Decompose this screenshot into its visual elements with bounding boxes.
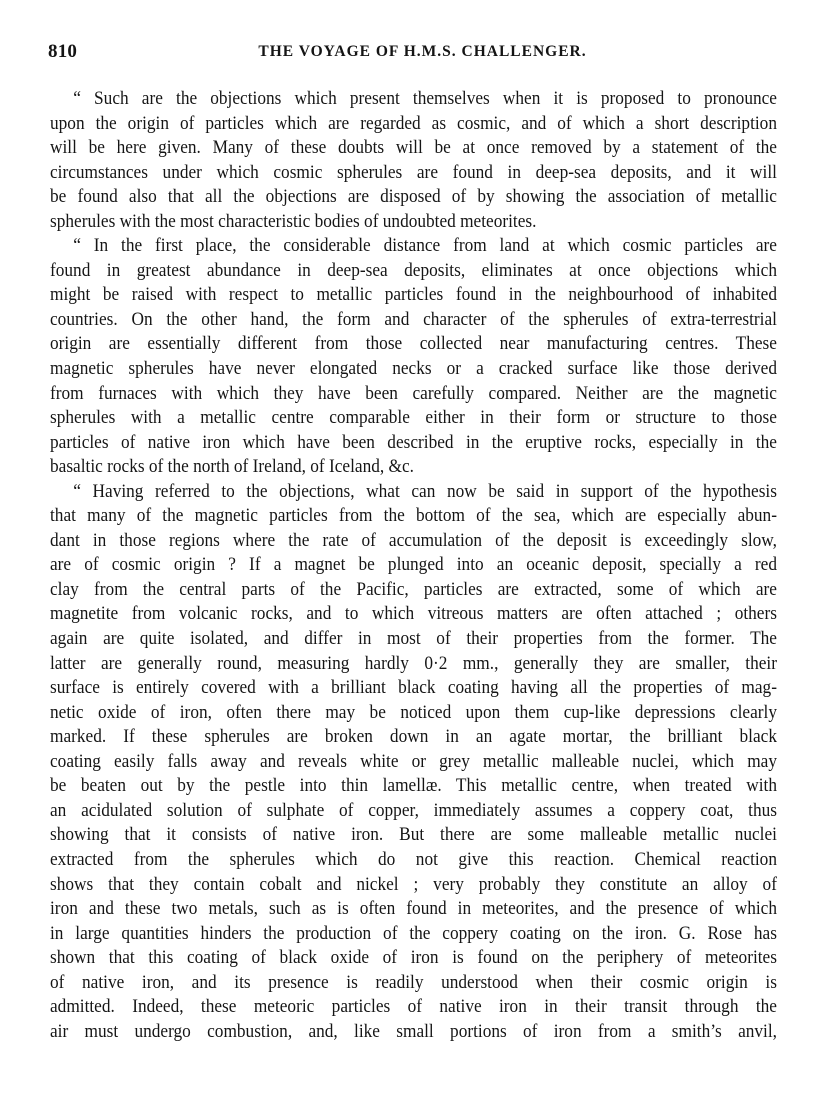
text-line: an acidulated solution of sulphate of copper, immediately assumes a coppery coat, thus xyxy=(50,799,777,821)
text-line: “ In the first place, the considerable distance from land at which cosmic particles are xyxy=(73,235,777,257)
text-line: circumstances under which cosmic spherules are found in deep-sea deposits, and it will xyxy=(50,161,777,183)
text-line: that many of the magnetic particles from the bottom of the sea, which are especially abun- xyxy=(50,505,777,527)
text-line: shown that this coating of black oxide of iron is found on the periphery of meteorites xyxy=(50,947,777,969)
text-line: will be here given. Many of these doubts will be at once removed by a statement of the xyxy=(50,137,777,159)
text-line: showing that it consists of native iron. But there are some malleable metallic nuclei xyxy=(50,824,777,846)
text-line: particles of native iron which have been described in the eruptive rocks, especially in the xyxy=(50,431,777,453)
body-text xyxy=(50,87,777,1044)
running-head xyxy=(48,40,777,64)
text-line: air must undergo combustion, and, like small portions of iron from a smith’s anvil, xyxy=(50,1020,777,1042)
text-line: surface is entirely covered with a brilliant black coating having all the properties of mag- xyxy=(50,677,777,699)
text-line: marked. If these spherules are broken down in an agate mortar, the brilliant black xyxy=(50,726,777,748)
text-line: extracted from the spherules which do not give this reaction. Chemical reaction xyxy=(50,848,777,870)
text-line: basaltic rocks of the north of Ireland, of Iceland, &c. xyxy=(50,456,414,478)
text-line: origin are essentially different from those collected near manufacturing centres. These xyxy=(50,333,777,355)
text-line: spherules with the most characteristic bodies of undoubted meteorites. xyxy=(50,210,537,232)
text-line: might be raised with respect to metallic particles found in the neighbourhood of inhabited xyxy=(50,284,777,306)
text-line: found in greatest abundance in deep-sea deposits, eliminates at once objections which xyxy=(50,259,777,281)
running-title: THE VOYAGE OF H.M.S. CHALLENGER. xyxy=(258,43,587,60)
paragraph-1 xyxy=(50,87,777,234)
text-line: iron and these two metals, such as is often found in meteorites, and the presence of which xyxy=(50,898,777,920)
text-line: are of cosmic origin ? If a magnet be plunged into an oceanic deposit, specially a red xyxy=(50,554,777,576)
text-line: upon the origin of particles which are regarded as cosmic, and of which a short description xyxy=(50,112,777,134)
text-line: “ Such are the objections which present themselves when it is proposed to pronounce xyxy=(73,88,777,109)
text-line: spherules with a metallic centre comparable either in their form or structure to those xyxy=(50,407,777,429)
text-line: coating easily falls away and reveals white or grey metallic malleable nuclei, which may xyxy=(50,750,777,772)
text-line: of native iron, and its presence is readily understood when their cosmic origin is xyxy=(50,971,777,993)
text-line: again are quite isolated, and differ in most of their properties from the former. The xyxy=(50,628,777,650)
text-line: latter are generally round, measuring hardly 0·2 mm., generally they are smaller, their xyxy=(50,652,777,674)
text-line: magnetic spherules have never elongated necks or a cracked surface like those derived xyxy=(50,358,777,380)
text-line: be beaten out by the pestle into thin lamellæ. This metallic centre, when treated with xyxy=(50,775,777,797)
text-line: “ Having referred to the objections, what can now be said in support of the hypothesis xyxy=(73,480,777,502)
text-line: be found also that all the objections are disposed of by showing the association of metallic xyxy=(50,186,777,208)
text-line: shows that they contain cobalt and nickel ; very probably they constitute an alloy of xyxy=(50,873,777,895)
text-line: netic oxide of iron, often there may be noticed upon them cup-like depressions clearly xyxy=(50,701,777,723)
text-line: admitted. Indeed, these meteoric particles of native iron in their transit through the xyxy=(50,996,777,1018)
text-line: countries. On the other hand, the form and character of the spherules of extra-terrestrial xyxy=(50,308,777,330)
text-line: dant in those regions where the rate of accumulation of the deposit is exceedingly slow, xyxy=(50,529,777,551)
text-line: clay from the central parts of the Pacific, particles are extracted, some of which are xyxy=(50,578,777,600)
text-line: in large quantities hinders the production of the coppery coating on the iron. G. Rose has xyxy=(50,922,777,944)
text-line: magnetite from volcanic rocks, and to which vitreous matters are often attached ; others xyxy=(50,603,777,625)
page-number: 810 xyxy=(48,41,78,62)
paragraph-3 xyxy=(50,480,777,1045)
paragraph-2 xyxy=(50,234,777,479)
text-line: from furnaces with which they have been carefully compared. Neither are the magnetic xyxy=(50,382,777,404)
